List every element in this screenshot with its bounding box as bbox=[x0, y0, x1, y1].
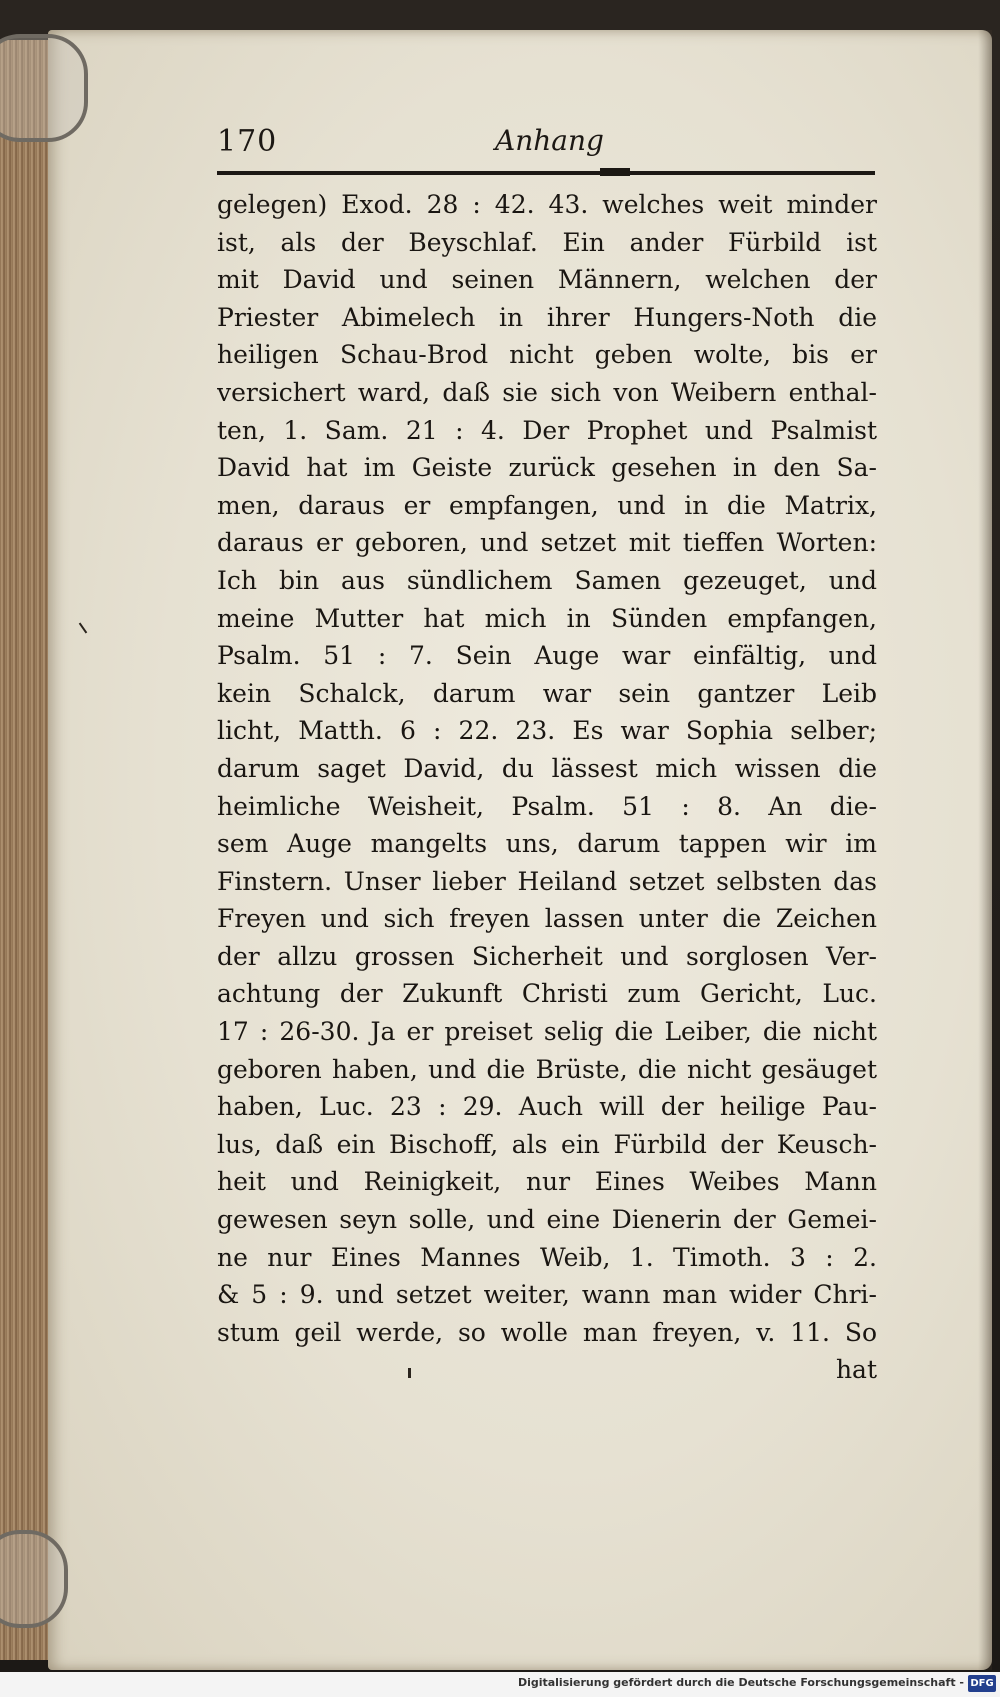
ink-speck bbox=[408, 1368, 411, 1378]
body-text bbox=[217, 186, 877, 1389]
text-line: Priester Abimelech in ihrer Hungers-Noth die bbox=[217, 302, 877, 332]
text-line: achtung der Zukunft Christi zum Gericht, Luc. bbox=[217, 979, 877, 1009]
text-line: lus, daß ein Bischoff, als ein Fürbild der Keusch- bbox=[217, 1129, 877, 1159]
text-line: Freyen und sich freyen lassen unter die Zeichen bbox=[217, 904, 877, 934]
text-line: heit und Reinigkeit, nur Eines Weibes Mann bbox=[217, 1167, 877, 1197]
page-number: 170 bbox=[217, 124, 278, 159]
text-line: ist, als der Beyschlaf. Ein ander Fürbild ist bbox=[217, 227, 877, 257]
page-gutter-shadow bbox=[978, 30, 992, 1670]
text-line: kein Schalck, darum war sein gantzer Leib bbox=[217, 678, 877, 708]
text-line: geboren haben, und die Brüste, die nicht gesäuget bbox=[217, 1054, 877, 1084]
book-page-edges bbox=[0, 40, 50, 1660]
digitization-footer bbox=[0, 1672, 1000, 1697]
text-line: & 5 : 9. und setzet weiter, wann man wider Chri- bbox=[217, 1280, 877, 1310]
text-line: gelegen) Exod. 28 : 42. 43. welches weit minder bbox=[217, 190, 877, 219]
running-head bbox=[217, 120, 877, 168]
text-line: haben, Luc. 23 : 29. Auch will der heilige Pau- bbox=[217, 1092, 877, 1122]
page-clip-top bbox=[0, 34, 88, 142]
page-clip-bottom bbox=[0, 1530, 68, 1628]
text-line: daraus er geboren, und setzet mit tieffen Worten: bbox=[217, 528, 877, 558]
catchword: hat bbox=[835, 1355, 877, 1385]
header-rule-ornament bbox=[600, 168, 630, 176]
running-title: Anhang bbox=[495, 124, 604, 157]
text-line: 17 : 26-30. Ja er preiset selig die Leiber, die nicht bbox=[217, 1017, 877, 1047]
header-rule bbox=[217, 171, 875, 175]
text-line: mit David und seinen Männern, welchen der bbox=[217, 265, 877, 295]
text-line: David hat im Geiste zurück gesehen in den Sa- bbox=[217, 453, 877, 483]
text-line: meine Mutter hat mich in Sünden empfangen, bbox=[217, 603, 877, 633]
text-line: Psalm. 51 : 7. Sein Auge war einfältig, und bbox=[217, 641, 877, 671]
dfg-logo: DFG bbox=[968, 1675, 996, 1692]
text-line: stum geil werde, so wolle man freyen, v. 11. So bbox=[217, 1317, 877, 1347]
text-line: sem Auge mangelts uns, darum tappen wir im bbox=[217, 829, 877, 859]
text-line: heiligen Schau-Brod nicht geben wolte, bis er bbox=[217, 340, 877, 370]
text-line: ne nur Eines Mannes Weib, 1. Timoth. 3 : 2. bbox=[217, 1242, 877, 1272]
text-line: gewesen seyn solle, und eine Dienerin der Gemei- bbox=[217, 1205, 877, 1235]
text-line: licht, Matth. 6 : 22. 23. Es war Sophia selber; bbox=[217, 716, 877, 746]
text-line: der allzu grossen Sicherheit und sorglosen Ver- bbox=[217, 941, 877, 971]
text-line: Finstern. Unser lieber Heiland setzet selbsten das bbox=[217, 866, 877, 896]
text-line: Ich bin aus sündlichem Samen gezeuget, und bbox=[217, 565, 877, 595]
text-line: versichert ward, daß sie sich von Weibern enthal- bbox=[217, 377, 877, 407]
funding-credit: Digitalisierung gefördert durch die Deutsche Forschungsgemeinschaft - bbox=[517, 1676, 964, 1689]
text-line: darum saget David, du lässest mich wissen die bbox=[217, 753, 877, 783]
text-line: men, daraus er empfangen, und in die Matrix, bbox=[217, 490, 877, 520]
text-line: heimliche Weisheit, Psalm. 51 : 8. An die- bbox=[217, 791, 877, 821]
text-line: ten, 1. Sam. 21 : 4. Der Prophet und Psalmist bbox=[217, 415, 877, 445]
